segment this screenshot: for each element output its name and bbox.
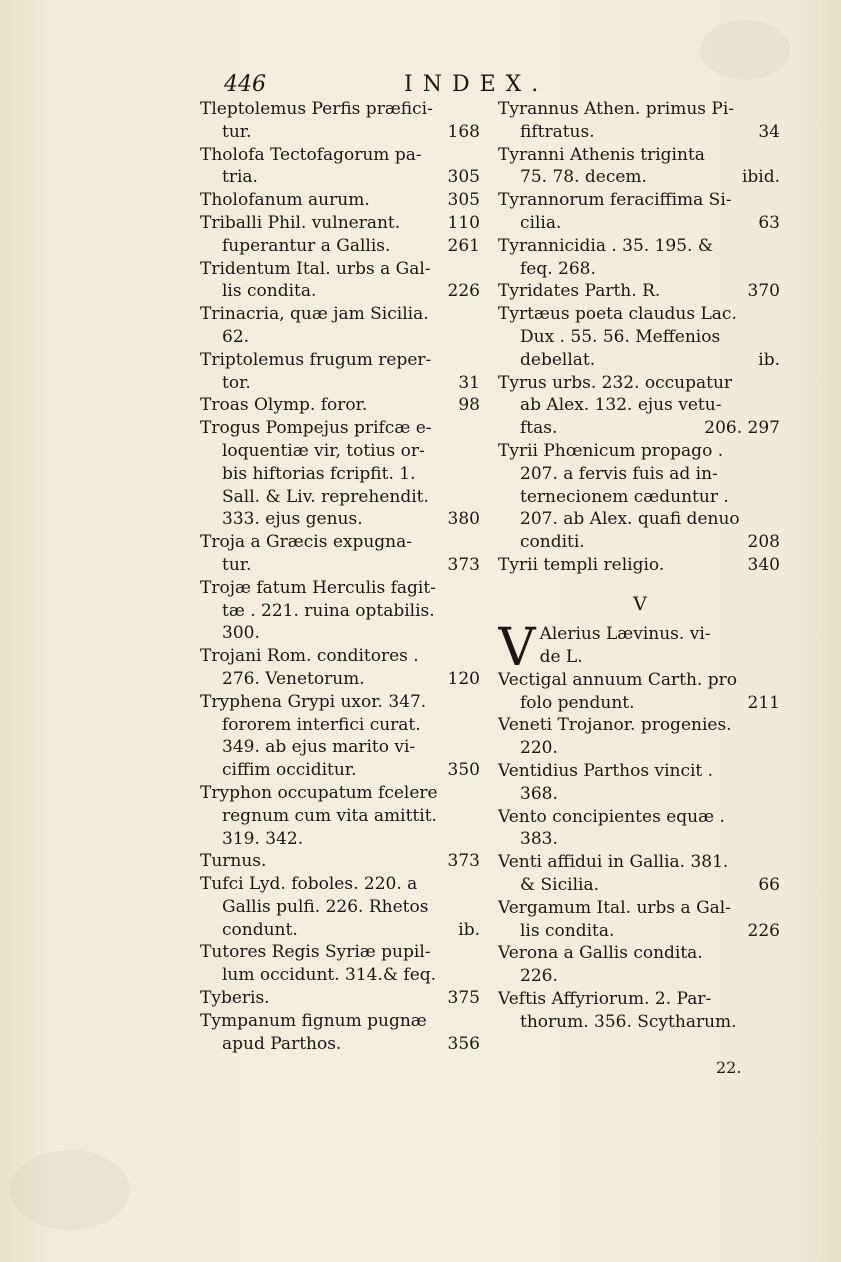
index-entry-line — [200, 941, 482, 964]
paper-stain — [700, 20, 790, 80]
index-entry-line — [200, 440, 482, 463]
index-entry-line — [200, 463, 482, 486]
index-entry-line — [200, 144, 482, 167]
entry-text: 207. ab Alex. quafi denuo — [520, 509, 740, 530]
entry-text: 319. 342. — [222, 828, 304, 849]
index-entry-line — [498, 121, 782, 144]
entry-text: 300. — [222, 623, 260, 644]
entry-text: 207. a fervis fuis ad in- — [520, 463, 718, 484]
index-entry-line — [200, 600, 482, 623]
index-column-left — [200, 98, 482, 1055]
page-header — [196, 72, 788, 98]
entry-text: fuperantur a Gallis. — [222, 235, 391, 256]
entry-page-ref: 370 — [747, 281, 780, 302]
drop-cap: V — [498, 622, 536, 669]
index-entry-line — [200, 987, 482, 1010]
entry-text: Trojæ fatum Herculis fagit- — [200, 577, 436, 598]
entry-text: 226. — [520, 966, 558, 987]
index-entry-line — [498, 942, 782, 965]
entry-page-ref: 120 — [447, 668, 480, 689]
entry-page-ref: 31 — [458, 372, 480, 393]
entry-page-ref: ib. — [458, 919, 480, 940]
entry-text: 75. 78. decem. — [520, 167, 647, 188]
entry-page-ref: 373 — [447, 851, 480, 872]
entry-text: Trogus Pompejus prifcæ e- — [200, 418, 432, 439]
entry-text: apud Parthos. — [222, 1033, 342, 1054]
entry-page-ref: 226 — [447, 281, 480, 302]
entry-text: folo pendunt. — [520, 692, 635, 713]
entry-text: Verona a Gallis condita. — [498, 943, 703, 964]
entry-text: Tufci Lyd. foboles. 220. a — [200, 874, 418, 895]
entry-text: 276. Venetorum. — [222, 668, 365, 689]
entry-text: Tyrus urbs. 232. occupatur — [498, 372, 733, 393]
entry-text: tæ . 221. ruina optabilis. — [222, 600, 435, 621]
index-entry-line — [200, 166, 482, 189]
entry-text: tria. — [222, 167, 258, 188]
index-entry-line: de L. — [539, 646, 583, 667]
entry-text: lis condita. — [520, 920, 615, 941]
entry-page-ref: 206. 297 — [704, 418, 780, 439]
entry-text: Tyrii templi religio. — [498, 554, 665, 575]
entry-page-ref: 340 — [747, 554, 780, 575]
entry-text: lis condita. — [222, 281, 317, 302]
paper-stain — [10, 1150, 130, 1230]
entry-text: Tholofanum aurum. — [200, 190, 370, 211]
index-entry-line — [498, 394, 782, 417]
entry-text: Tyrannus Athen. primus Pi- — [498, 99, 735, 119]
entry-text: loquentiæ vir, totius or- — [222, 440, 425, 461]
entry-page-ref: 66 — [758, 874, 780, 895]
index-entry-line — [200, 622, 482, 645]
entry-page-ref: 305 — [447, 167, 480, 188]
entry-text: Veftis Affyriorum. 2. Par- — [498, 988, 712, 1009]
index-entry-line — [200, 280, 482, 303]
page-number: 446 — [224, 72, 266, 97]
entry-text: 383. — [520, 829, 558, 850]
entry-text: Tyberis. — [200, 988, 270, 1009]
index-entry-line — [200, 121, 482, 144]
entry-text: Troja a Græcis expugna- — [200, 532, 413, 553]
entry-text: Tridentum Ital. urbs a Gal- — [200, 258, 431, 279]
running-head: INDEX. — [404, 72, 549, 97]
index-entry-line — [498, 349, 782, 372]
index-entry-line — [200, 805, 482, 828]
entry-page-ref: 350 — [447, 760, 480, 781]
index-entry-line — [200, 303, 482, 326]
index-entry-line — [498, 440, 782, 463]
index-entry-line — [200, 828, 482, 851]
index-entry-line — [498, 828, 782, 851]
entry-text: Tyridates Parth. R. — [498, 281, 661, 302]
entry-text: fororem interfici curat. — [222, 714, 421, 735]
index-entry-line — [498, 851, 782, 874]
index-entry-line — [498, 714, 782, 737]
index-entry-line — [498, 1011, 782, 1034]
entry-page-ref: ib. — [758, 349, 780, 370]
entry-text: 333. ejus genus. — [222, 509, 363, 530]
index-entry-line — [498, 144, 782, 167]
entry-text: Sall. & Liv. reprehendit. — [222, 486, 429, 507]
entry-text: lum occidunt. 314.& feq. — [222, 965, 437, 986]
entry-page-ref: 375 — [447, 988, 480, 1009]
index-entry-line — [200, 577, 482, 600]
entry-page-ref: 34 — [758, 121, 780, 142]
index-entry-line — [498, 417, 782, 440]
index-entry-line — [200, 258, 482, 281]
index-entry-line — [498, 166, 782, 189]
index-entry-line — [498, 783, 782, 806]
entry-text: regnum cum vita amittit. — [222, 805, 437, 826]
entry-text: tur. — [222, 121, 252, 142]
index-entry-line — [200, 759, 482, 782]
entry-page-ref: 63 — [758, 212, 780, 233]
catchword: 22. — [716, 1058, 742, 1077]
entry-text: Turnus. — [200, 851, 267, 872]
index-entries-v — [498, 669, 782, 1034]
entry-text: debellat. — [520, 349, 596, 370]
entry-text: 62. — [222, 326, 250, 347]
index-entry-line: Alerius Lævinus. vi- — [539, 623, 711, 644]
index-column-right — [498, 98, 782, 1033]
entry-page-ref: ibid. — [741, 167, 780, 188]
index-entry-line — [200, 326, 482, 349]
index-entry-line — [498, 920, 782, 943]
index-entry-line — [498, 737, 782, 760]
index-entry-line — [498, 988, 782, 1011]
index-entry-line — [498, 692, 782, 715]
entry-text: 368. — [520, 783, 558, 804]
index-entry-line — [498, 280, 782, 303]
index-entry-line — [200, 212, 482, 235]
entry-text: Tutores Regis Syriæ pupil- — [200, 942, 431, 963]
entry-text: Tympanum fignum pugnæ — [200, 1010, 427, 1031]
index-entry-line — [498, 760, 782, 783]
entry-page-ref: 373 — [447, 554, 480, 575]
entry-page-ref: 168 — [447, 121, 480, 142]
index-entry-line — [498, 303, 782, 326]
index-entry-line — [498, 372, 782, 395]
index-entry-line — [498, 212, 782, 235]
index-entry-line — [200, 531, 482, 554]
index-entry-line — [498, 258, 782, 281]
entry-text: Tholofa Tectofagorum pa- — [200, 144, 422, 165]
index-entry-line — [498, 554, 782, 577]
entry-page-ref: 226 — [747, 920, 780, 941]
entry-page-ref: 356 — [447, 1033, 480, 1054]
entry-text: Tyrii Phœnicum propago . — [498, 440, 724, 461]
entry-page-ref: 380 — [447, 509, 480, 530]
index-entry-line — [200, 235, 482, 258]
entry-text: Tryphon occupatum fcelere — [200, 782, 438, 803]
index-entry-line — [200, 850, 482, 873]
entry-page-ref: 110 — [447, 212, 480, 233]
entry-text: conditi. — [520, 532, 585, 553]
entry-text: thorum. 356. Scytharum. — [520, 1011, 737, 1032]
entry-text: Ventidius Parthos vincit . — [498, 760, 714, 781]
section-letter: V — [633, 592, 647, 615]
index-entry-line — [200, 736, 482, 759]
index-entry-line — [200, 782, 482, 805]
entry-text: Tyrtæus poeta claudus Lac. — [498, 304, 737, 325]
index-entry-line — [200, 645, 482, 668]
index-entry-line — [200, 554, 482, 577]
entry-text: Triptolemus frugum reper- — [200, 349, 432, 370]
index-entry-line — [200, 668, 482, 691]
entry-text: bis hiftorias fcripfit. 1. — [222, 463, 416, 484]
entry-text: Dux . 55. 56. Meffenios — [520, 326, 721, 347]
index-entry-line — [498, 874, 782, 897]
index-entry-line — [200, 394, 482, 417]
index-entry-line — [498, 897, 782, 920]
entry-text: Trojani Rom. conditores . — [200, 646, 419, 667]
index-entry-line — [200, 98, 482, 121]
entry-text: Tryphena Grypi uxor. 347. — [200, 691, 427, 712]
index-entry-line — [498, 508, 782, 531]
entry-text: Vectigal annuum Carth. pro — [498, 669, 737, 690]
index-entry-line — [498, 463, 782, 486]
index-entry-line — [200, 349, 482, 372]
entry-page-ref: 305 — [447, 190, 480, 211]
entry-text: ftas. — [520, 418, 558, 439]
index-entry-line — [498, 531, 782, 554]
index-entry-line — [200, 486, 482, 509]
index-entry-line — [200, 964, 482, 987]
entry-text: Tyrannicidia . 35. 195. & — [498, 235, 713, 256]
index-entry-line — [200, 691, 482, 714]
entry-text: ab Alex. 132. ejus vetu- — [520, 395, 722, 416]
entry-text: 349. ab ejus marito vi- — [222, 737, 416, 758]
index-entry-line — [498, 965, 782, 988]
entry-text: Tyrannorum feraciffima Si- — [498, 190, 732, 211]
entry-text: ternecionem cæduntur . — [520, 486, 729, 507]
entry-text: Tleptolemus Perfis præfici- — [200, 99, 433, 119]
entry-text: Triballi Phil. vulnerant. — [200, 212, 401, 233]
entry-text: Troas Olymp. foror. — [200, 395, 368, 416]
entry-text: condunt. — [222, 919, 298, 940]
index-entry-line — [498, 806, 782, 829]
index-entry-line — [200, 417, 482, 440]
entry-page-ref: 211 — [747, 692, 780, 713]
entry-page-ref: 98 — [458, 395, 480, 416]
index-entry-line — [498, 486, 782, 509]
index-entry-line — [498, 98, 782, 121]
index-entry-line — [200, 714, 482, 737]
entry-page-ref: 208 — [747, 532, 780, 553]
entry-text: tur. — [222, 554, 252, 575]
entry-page-ref: 261 — [447, 235, 480, 256]
entry-text: Venti affidui in Gallia. 381. — [498, 852, 729, 873]
entry-text: Gallis pulfi. 226. Rhetos — [222, 896, 429, 917]
index-entry-line — [498, 189, 782, 212]
entry-text: Veneti Trojanor. progenies. — [498, 715, 732, 736]
index-entry-line — [200, 1010, 482, 1033]
index-entry-line — [200, 1033, 482, 1056]
entry-text: tor. — [222, 372, 251, 393]
entry-text: feq. 268. — [520, 258, 596, 279]
entry-text: 220. — [520, 738, 558, 759]
entry-text: Tyranni Athenis triginta — [498, 144, 705, 165]
index-entries-t — [498, 98, 782, 577]
index-entry-line — [200, 896, 482, 919]
entry-text: ciffim occiditur. — [222, 760, 357, 781]
entry-text: cilia. — [520, 212, 562, 233]
entry-text: & Sicilia. — [520, 874, 599, 895]
index-entry-line — [200, 873, 482, 896]
index-entry-line — [200, 508, 482, 531]
entry-text: Trinacria, quæ jam Sicilia. — [200, 304, 429, 325]
index-entry-line — [200, 919, 482, 942]
entry-text: fiftratus. — [520, 121, 595, 142]
index-entry-line — [498, 669, 782, 692]
index-entry-line — [498, 235, 782, 258]
index-entry-line — [498, 326, 782, 349]
index-entry-line — [200, 372, 482, 395]
entry-text: Vento concipientes equæ . — [498, 806, 725, 827]
entry-text: Vergamum Ital. urbs a Gal- — [498, 897, 731, 918]
index-entry-line — [200, 189, 482, 212]
v-first-entry — [498, 623, 782, 669]
